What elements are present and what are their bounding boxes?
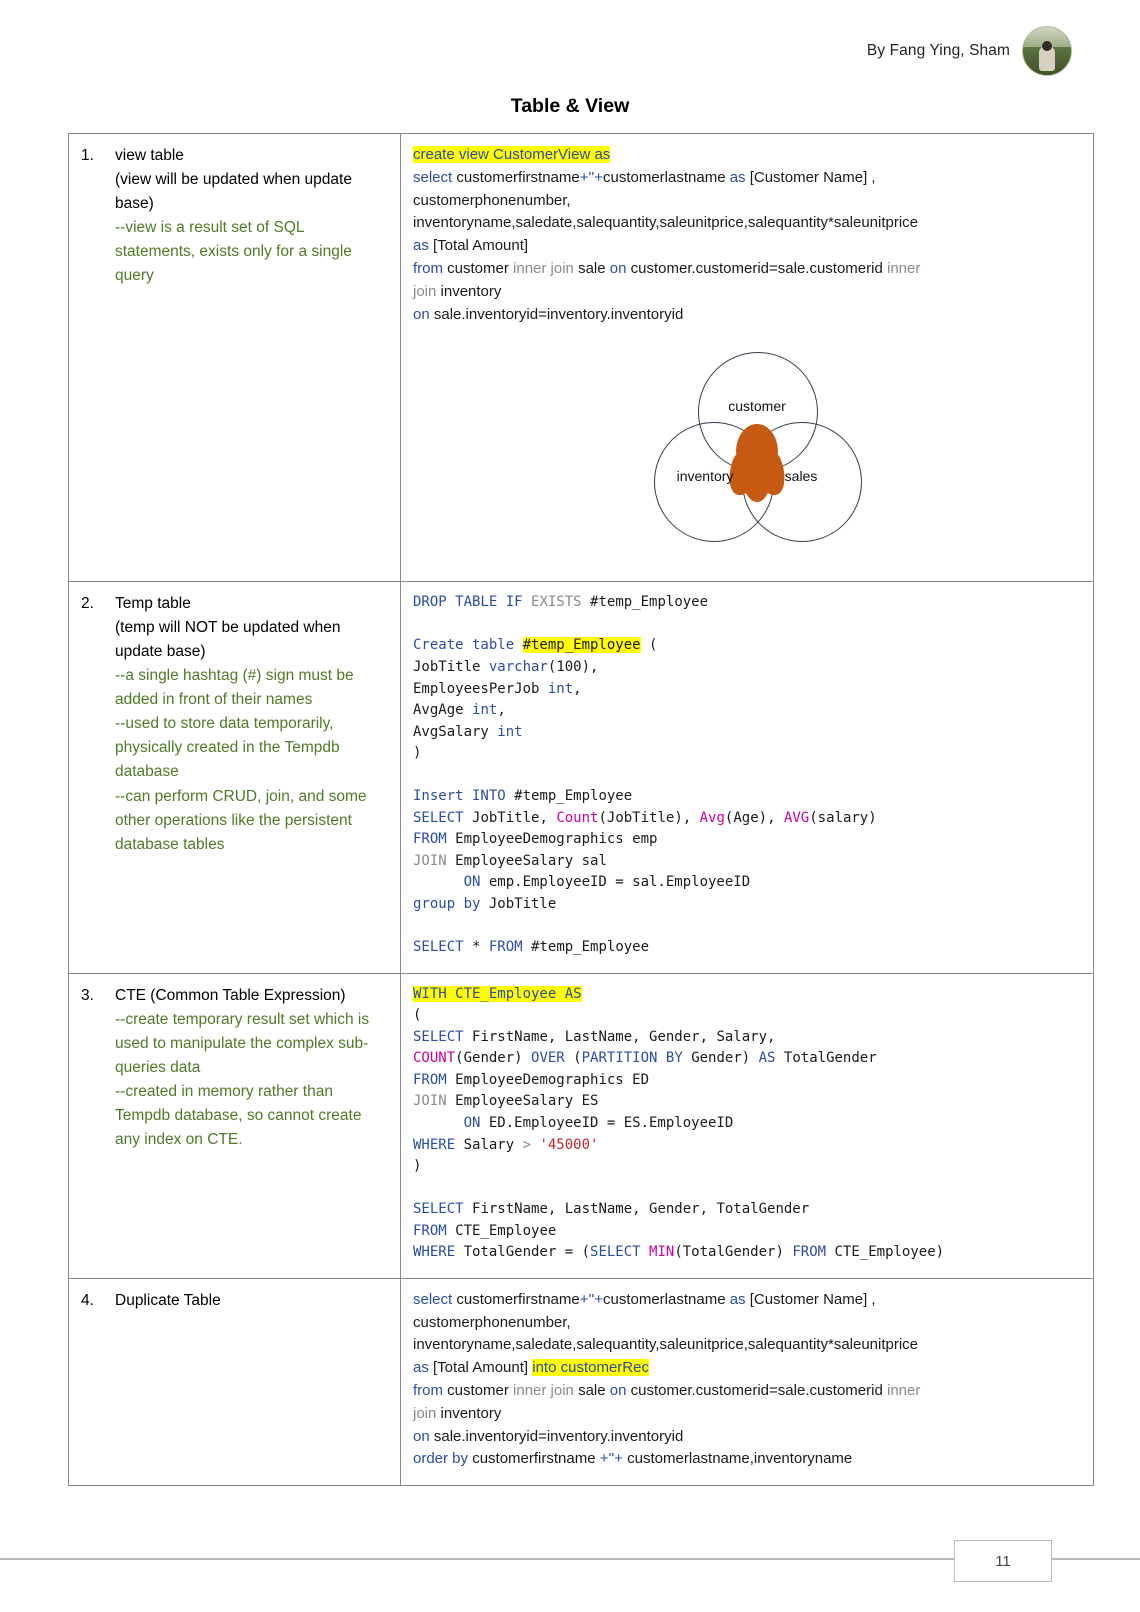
code-token: EmployeeSalary sal [455,852,607,869]
code-token: sale.inventoryid=inventory.inventoryid [433,1427,684,1445]
description-line: --a single hashtag (#) sign must be added in front of their names [115,667,354,709]
code-token: FirstName, LastName, Gender, Salary, [472,1028,776,1045]
code-token: customerlastname [602,168,730,186]
code-token: ( [573,1050,582,1067]
code-token: JOIN [413,852,456,869]
code-token: , [497,702,506,719]
row-description-text [115,1289,388,1313]
code-line [413,1027,1081,1049]
venn-label-inventory: inventory [676,468,734,485]
row-code-cell [401,134,1094,582]
code-line [413,872,1081,894]
code-token: #temp_Employee [522,637,641,654]
code-line [413,916,1081,938]
table-row [69,973,1094,1278]
code-line [413,144,1081,167]
code-token: Avg [699,809,725,826]
code-token: [Total Amount] [433,237,529,255]
code-token: ON [413,874,489,891]
code-token: ( [640,637,658,654]
sql-code-block [413,1289,1081,1471]
description-line: view table [115,147,184,164]
code-token: '45000' [539,1136,599,1153]
code-token: AvgSalary [413,723,498,740]
page-header [867,26,1072,76]
code-token: JobTitle [413,659,489,676]
venn-diagram-wrapper [413,352,1081,567]
code-token: inner [886,1381,921,1399]
code-line [413,1357,1081,1380]
code-token: [Customer Name] , [749,168,876,186]
code-token: (salary) [809,809,877,826]
page-number: 11 [995,1552,1011,1570]
code-token: inventoryname,saledate,salequantity,saleunitprice,salequantity*saleunitprice [413,214,919,232]
code-token: #temp_Employee [514,788,633,805]
code-line [413,190,1081,213]
code-token: as [729,1290,750,1308]
row-description-text [115,592,388,856]
code-token: SELECT [413,809,473,826]
venn-label-customer: customer [728,398,786,415]
code-token: (Age), [724,809,784,826]
code-token: create view CustomerView as [413,146,611,163]
code-token: customer.customerid=sale.customerid [630,1381,887,1399]
code-token: [Total Amount] [433,1359,533,1377]
description-line: Temp table [115,595,191,613]
code-token: FROM [413,1071,456,1088]
code-line [413,1242,1081,1264]
code-token: on [609,259,631,277]
code-token: select [413,1290,457,1308]
code-token: TotalGender [783,1050,877,1067]
table-row [69,582,1094,973]
code-line [413,592,1081,614]
code-token: inventory [440,282,502,300]
code-token: * [472,939,489,956]
code-token: customerlastname [602,1290,730,1308]
code-token: varchar [488,659,548,676]
code-token: JOIN [413,1093,456,1110]
description-line: CTE (Common Table Expression) [115,986,346,1004]
code-token: CTE_Employee [455,1222,557,1239]
table-row [69,1278,1094,1485]
code-token: join [413,1404,441,1422]
code-token: Count [556,809,599,826]
code-token: #temp_Employee [531,939,650,956]
row-code-cell [401,1278,1094,1485]
code-token: on [413,305,434,323]
code-token: #temp_Employee [590,594,709,611]
row-code-cell [401,973,1094,1278]
code-line [413,235,1081,258]
code-token: TotalGender = ( [463,1244,591,1261]
row-description-cell [69,1278,401,1485]
code-line [413,1289,1081,1312]
code-token: as [413,1359,434,1377]
code-line [413,700,1081,722]
code-line [413,635,1081,657]
code-token: AVG [783,809,810,826]
description-line: Duplicate Table [115,1291,221,1309]
code-token: int [497,723,523,740]
code-token: ( [547,659,557,676]
code-token: WITH CTE_Employee AS [413,985,582,1002]
code-token: select [413,168,457,186]
code-token: > [522,1136,540,1153]
code-line [413,281,1081,304]
code-line [413,1199,1081,1221]
code-line [413,1221,1081,1243]
code-token: SELECT [590,1244,650,1261]
description-line: --used to store data temporarily, physically created in the Tempdb database [115,715,340,781]
code-token: [Customer Name] , [749,1290,876,1308]
code-token: , [573,680,582,697]
code-line [413,657,1081,679]
code-token: CTE_Employee) [834,1244,945,1261]
code-token: customerfirstname [456,168,580,186]
code-token: ) [413,745,422,762]
code-token: emp.EmployeeID = sal.EmployeeID [488,874,751,891]
code-token: COUNT [413,1050,456,1067]
code-token: 100 [556,659,582,676]
code-line [413,258,1081,281]
code-line [413,722,1081,744]
code-token: FirstName, LastName, Gender, TotalGender [472,1201,810,1218]
code-line [413,937,1081,959]
code-line [413,851,1081,873]
code-token: SELECT [413,1201,473,1218]
code-token: inner join [513,1381,579,1399]
code-line [413,829,1081,851]
code-line [413,808,1081,830]
description-line: --create temporary result set which is used to manipulate the complex sub-queries data [115,1010,370,1076]
page-number-box [954,1540,1052,1582]
code-token: JobTitle [488,896,557,913]
code-line [413,304,1081,327]
code-line [413,1312,1081,1335]
code-token: (JobTitle), [598,809,700,826]
code-token: on [609,1381,631,1399]
code-token: +''+ [579,168,603,186]
code-token: DROP TABLE IF [413,594,532,611]
code-token: Gender) [691,1050,759,1067]
row-description-cell [69,973,401,1278]
author-byline: By Fang Ying, Sham [866,42,1010,59]
code-line [413,786,1081,808]
code-token: AS [758,1050,784,1067]
code-token: join [413,282,441,300]
code-token: EXISTS [531,594,591,611]
code-token: (TotalGender) [674,1244,793,1261]
row-description-text [115,144,388,288]
code-token: from [413,259,448,277]
description-line: (temp will NOT be updated when update base) [115,619,341,661]
code-token: Salary [463,1136,523,1153]
code-token: JobTitle, [472,809,557,826]
code-line [413,1113,1081,1135]
code-token: sale [578,259,610,277]
code-token: FROM [413,1222,456,1239]
code-token: +''+ [599,1450,628,1468]
row-description-cell [69,134,401,582]
row-number: 1. [81,147,94,164]
code-line [413,1005,1081,1027]
code-token: OVER [531,1050,574,1067]
code-line [413,984,1081,1006]
code-token: customerlastname,inventoryname [627,1450,853,1468]
row-description-cell [69,582,401,973]
code-token: EmployeeSalary ES [455,1093,599,1110]
code-token: WHERE [413,1244,464,1261]
code-token: Create table [413,637,523,654]
code-token: AvgAge [413,702,473,719]
code-token: customer.customerid=sale.customerid [630,259,887,277]
code-token: int [472,702,498,719]
code-token: inventory [440,1404,502,1422]
code-line [413,1156,1081,1178]
row-code-cell [401,582,1094,973]
code-token: EmployeeDemographics ED [455,1071,650,1088]
page-title: Table & View [510,95,630,117]
code-token: as [413,237,434,255]
code-line [413,1448,1081,1471]
code-line [413,1178,1081,1200]
sql-code-block [413,144,1081,326]
code-token: customerphonenumber, [413,1313,571,1331]
code-line [413,1426,1081,1449]
code-line [413,743,1081,765]
code-token: sale.inventoryid=inventory.inventoryid [433,305,684,323]
code-token: FROM [413,831,456,848]
code-line [413,167,1081,190]
code-token: into customerRec [532,1359,649,1377]
code-token: PARTITION BY [581,1050,692,1067]
content-table [68,133,1094,1486]
row-description-text [115,984,388,1152]
code-token: as [729,168,750,186]
code-token: ) [413,1158,422,1175]
sql-code-block [413,984,1081,1264]
row-number: 3. [81,986,94,1004]
code-token: FROM [488,939,532,956]
code-token: FROM [792,1244,835,1261]
avatar [1022,26,1072,76]
code-token: order by [413,1450,473,1468]
code-token: customerfirstname [472,1450,600,1468]
code-token: customerfirstname [456,1290,580,1308]
code-line [413,894,1081,916]
code-line [413,679,1081,701]
code-token: inner [886,259,921,277]
code-token: SELECT [413,1028,473,1045]
table-row [69,134,1094,582]
row-number: 4. [81,1291,94,1309]
code-token: customer [447,1381,514,1399]
code-token: EmployeeDemographics emp [455,831,658,848]
code-line [413,212,1081,235]
code-token: Insert INTO [413,788,515,805]
code-token: customerphonenumber, [413,191,571,209]
code-line [413,614,1081,636]
code-token: ON [413,1114,489,1131]
code-token: group by [413,896,489,913]
description-line: --can perform CRUD, join, and some other operations like the persistent database tables [115,787,367,853]
code-token: ( [413,1007,422,1024]
code-token: customer [447,259,514,277]
description-line: --view is a result set of SQL statements, exists only for a single query [115,219,352,285]
code-token: int [547,680,574,697]
row-number: 2. [81,595,94,613]
sql-code-block [413,592,1081,958]
code-token: inner join [513,259,579,277]
code-token: sale [578,1381,610,1399]
code-line [413,1380,1081,1403]
code-line [413,1091,1081,1113]
code-token: +''+ [579,1290,603,1308]
code-token: ED.EmployeeID = ES.EmployeeID [488,1114,734,1131]
code-token: EmployeesPerJob [413,680,548,697]
description-line: --created in memory rather than Tempdb database, so cannot create any index on CTE. [115,1082,362,1148]
description-line: (view will be updated when update base) [115,171,352,213]
venn-diagram [654,352,860,552]
code-token: (Gender) [455,1050,532,1067]
code-token: inventoryname,saledate,salequantity,saleunitprice,salequantity*saleunitprice [413,1336,919,1354]
venn-label-sales: sales [784,468,818,485]
code-line [413,1403,1081,1426]
code-line [413,765,1081,787]
code-token: from [413,1381,448,1399]
code-line [413,1334,1081,1357]
code-token: MIN [649,1244,675,1261]
code-token: SELECT [413,939,473,956]
code-line [413,1070,1081,1092]
code-token: on [413,1427,434,1445]
code-line [413,1135,1081,1157]
code-token: WHERE [413,1136,464,1153]
code-line [413,1048,1081,1070]
code-token: ), [581,659,599,676]
